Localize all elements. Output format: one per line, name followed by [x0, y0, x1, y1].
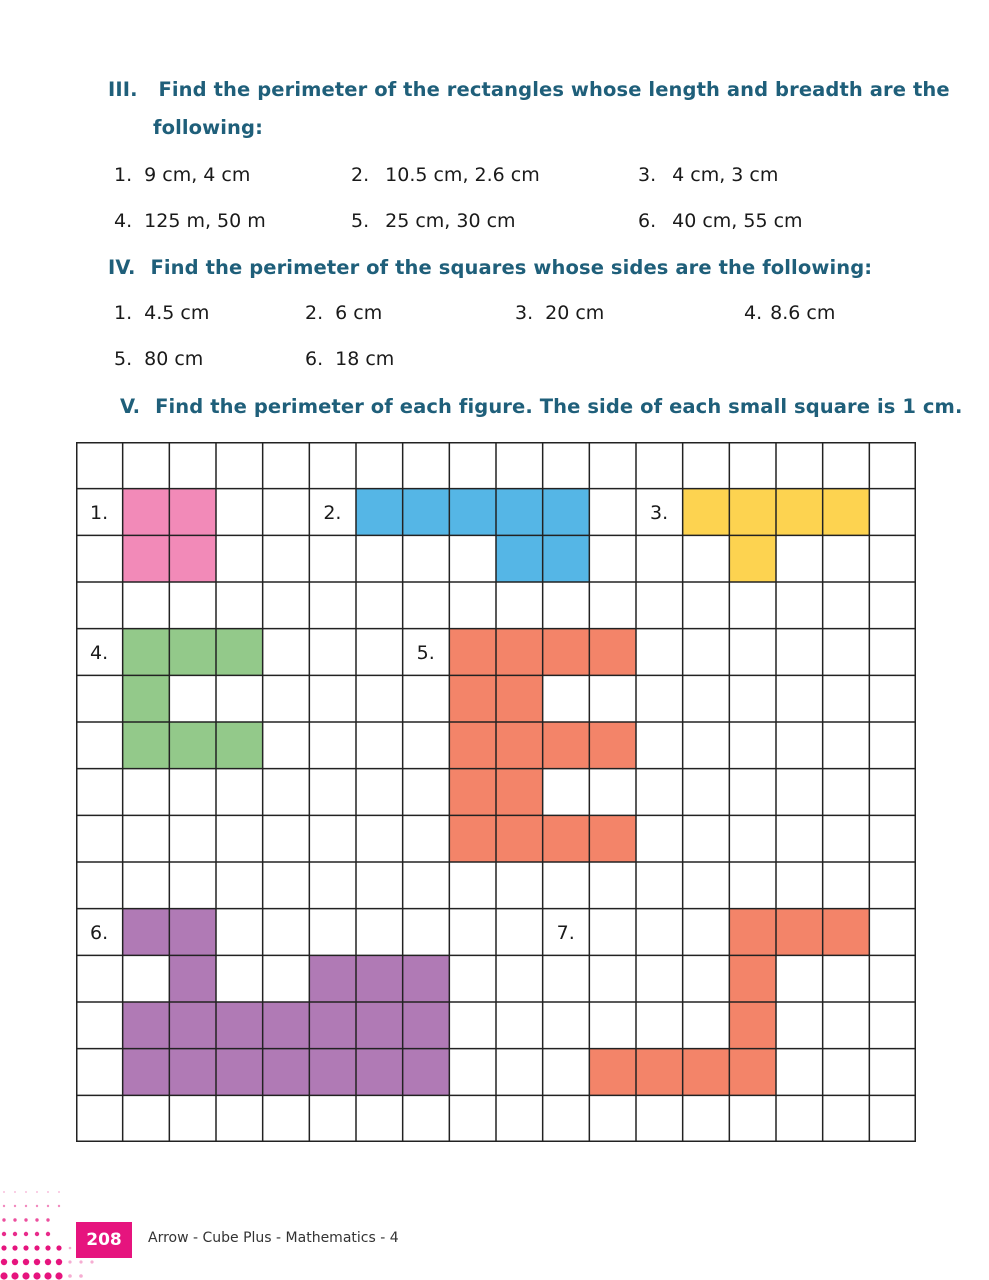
figure-6-cell	[169, 955, 216, 1002]
decorative-dot	[1, 1259, 7, 1265]
figure-5-cell	[496, 722, 543, 769]
figure-2-cell	[403, 489, 450, 536]
figure-label: 1.	[90, 502, 109, 524]
section-iv-item: 3. 20 cm	[515, 302, 605, 324]
figure-label: 2.	[323, 502, 342, 524]
decorative-dot	[3, 1205, 5, 1207]
figure-5-cell	[449, 629, 496, 676]
section-iii-numeral: III.	[108, 78, 138, 101]
section-iii-item: 4. 125 m, 50 m	[114, 210, 266, 232]
decorative-dot	[58, 1191, 60, 1193]
figure-4-cell	[123, 629, 170, 676]
figure-3-cell	[683, 489, 730, 536]
figure-5-cell	[543, 722, 590, 769]
decorative-dot	[0, 1272, 7, 1279]
figure-label: 4.	[90, 642, 109, 664]
figure-7-cell	[729, 955, 776, 1002]
figure-4-cell	[216, 722, 263, 769]
figure-6-cell	[123, 1049, 170, 1096]
page-number: 208	[86, 1230, 122, 1250]
section-iii-item: 5. 25 cm, 30 cm	[351, 210, 516, 232]
decorative-dot	[35, 1218, 38, 1221]
figure-1-cell	[123, 489, 170, 536]
figure-6-cell	[309, 1049, 356, 1096]
figure-3-cell	[823, 489, 870, 536]
decorative-dot	[56, 1245, 61, 1250]
figure-6-cell	[403, 1049, 450, 1096]
figure-7-cell	[729, 909, 776, 956]
figure-1-cell	[169, 535, 216, 582]
decorative-dot	[58, 1205, 60, 1207]
decorative-dot	[47, 1205, 49, 1207]
figure-5-cell	[449, 815, 496, 862]
figure-1-cell	[123, 535, 170, 582]
decorative-dot	[2, 1232, 6, 1236]
figure-6-cell	[216, 1049, 263, 1096]
section-iii-item: 2. 10.5 cm, 2.6 cm	[351, 164, 540, 186]
section-iv-item: 4. 8.6 cm	[744, 302, 836, 324]
decorative-dot	[23, 1259, 29, 1265]
decorative-dot	[90, 1260, 93, 1263]
decorative-dot	[44, 1272, 51, 1279]
figure-7-cell	[776, 909, 823, 956]
figure-6-cell	[169, 1049, 216, 1096]
decorative-dot	[2, 1218, 5, 1221]
section-iii-item: 3. 4 cm, 3 cm	[638, 164, 779, 186]
figure-2-cell	[449, 489, 496, 536]
figure-2-cell	[543, 535, 590, 582]
perimeter-grid	[76, 442, 916, 1142]
figure-6-cell	[356, 955, 403, 1002]
decorative-dot	[25, 1191, 27, 1193]
figure-5-cell	[496, 675, 543, 722]
decorative-dot	[68, 1274, 72, 1278]
figure-5-cell	[449, 769, 496, 816]
decorative-dot	[36, 1191, 38, 1193]
section-iv-text: Find the perimeter of the squares whose sides are the following:	[150, 256, 873, 279]
section-iv-item: 2. 6 cm	[305, 302, 383, 324]
section-iv-heading	[108, 256, 872, 279]
figure-6-cell	[123, 1002, 170, 1049]
figure-4-cell	[123, 675, 170, 722]
decorative-dot	[79, 1274, 83, 1278]
decorative-dot	[35, 1232, 39, 1236]
figure-7-cell	[823, 909, 870, 956]
figure-2-cell	[356, 489, 403, 536]
page-number-badge	[76, 1222, 132, 1258]
figure-4-cell	[123, 722, 170, 769]
decorative-dot	[14, 1205, 16, 1207]
decorative-dot	[45, 1259, 51, 1265]
book-title: Arrow - Cube Plus - Mathematics - 4	[148, 1230, 399, 1246]
section-iii-heading	[108, 78, 950, 101]
section-iv-item: 6. 18 cm	[305, 348, 395, 370]
figure-7-cell	[683, 1049, 730, 1096]
figure-5-cell	[543, 815, 590, 862]
decorative-dot	[55, 1272, 62, 1279]
decorative-dot	[22, 1272, 29, 1279]
decorative-dot	[1, 1245, 6, 1250]
figure-4-cell	[216, 629, 263, 676]
figure-label: 6.	[90, 922, 109, 944]
figure-6-cell	[216, 1002, 263, 1049]
figure-label: 5.	[416, 642, 435, 664]
section-v-heading	[120, 395, 963, 418]
section-iv-item: 5. 80 cm	[114, 348, 204, 370]
figure-5-cell	[589, 722, 636, 769]
figure-2-cell	[496, 535, 543, 582]
figure-6-cell	[169, 909, 216, 956]
figure-6-cell	[263, 1002, 310, 1049]
figure-6-cell	[309, 1002, 356, 1049]
decorative-dot	[69, 1247, 72, 1250]
figure-5-cell	[496, 815, 543, 862]
figure-label: 3.	[650, 502, 669, 524]
decorative-dot	[12, 1245, 17, 1250]
section-iv-item: 1. 4.5 cm	[114, 302, 210, 324]
figure-6-cell	[123, 909, 170, 956]
decorative-dot	[46, 1232, 50, 1236]
figure-2-cell	[543, 489, 590, 536]
section-v-text: Find the perimeter of each figure. The side of each small square is 1 cm.	[155, 395, 963, 418]
decorative-dot	[13, 1218, 16, 1221]
figure-6-cell	[356, 1002, 403, 1049]
section-iii-text-line1: Find the perimeter of the rectangles whose length and breadth are the	[158, 78, 950, 101]
figure-6-cell	[403, 1002, 450, 1049]
decorative-dot	[34, 1259, 40, 1265]
figure-4-cell	[169, 629, 216, 676]
decorative-dot	[12, 1259, 18, 1265]
figure-7-cell	[729, 1049, 776, 1096]
figure-1-cell	[169, 489, 216, 536]
decorative-dot	[68, 1260, 71, 1263]
decorative-dot	[25, 1205, 27, 1207]
figure-5-cell	[543, 629, 590, 676]
figure-5-cell	[449, 675, 496, 722]
figure-4-cell	[169, 722, 216, 769]
figure-5-cell	[589, 629, 636, 676]
figure-5-cell	[496, 769, 543, 816]
decorative-dot	[56, 1259, 62, 1265]
decorative-dot	[47, 1191, 49, 1193]
figure-7-cell	[729, 1002, 776, 1049]
decorative-dot	[14, 1191, 16, 1193]
decorative-dot	[33, 1272, 40, 1279]
decorative-dot	[3, 1191, 5, 1193]
decorative-dot	[34, 1245, 39, 1250]
decorative-dot	[23, 1245, 28, 1250]
figure-3-cell	[729, 489, 776, 536]
figure-5-cell	[449, 722, 496, 769]
section-iv-numeral: IV.	[108, 256, 136, 279]
section-v-numeral: V.	[120, 395, 141, 418]
decorative-dot	[24, 1232, 28, 1236]
decorative-dot	[24, 1218, 27, 1221]
figure-6-cell	[356, 1049, 403, 1096]
decorative-dot	[79, 1260, 82, 1263]
section-iii-text-line2: following:	[153, 116, 263, 139]
decorative-dot	[46, 1218, 49, 1221]
figure-6-cell	[309, 955, 356, 1002]
figure-2-cell	[496, 489, 543, 536]
section-iii-item: 1. 9 cm, 4 cm	[114, 164, 251, 186]
decorative-dot	[45, 1245, 50, 1250]
decorative-dot	[11, 1272, 18, 1279]
figure-5-cell	[589, 815, 636, 862]
figure-7-cell	[636, 1049, 683, 1096]
decorative-dot	[13, 1232, 17, 1236]
figure-3-cell	[729, 535, 776, 582]
figure-5-cell	[496, 629, 543, 676]
figure-6-cell	[403, 955, 450, 1002]
figure-3-cell	[776, 489, 823, 536]
figure-7-cell	[589, 1049, 636, 1096]
decorative-dot	[36, 1205, 38, 1207]
figure-6-cell	[169, 1002, 216, 1049]
figure-label: 7.	[556, 922, 575, 944]
section-iii-item: 6. 40 cm, 55 cm	[638, 210, 803, 232]
figure-6-cell	[263, 1049, 310, 1096]
